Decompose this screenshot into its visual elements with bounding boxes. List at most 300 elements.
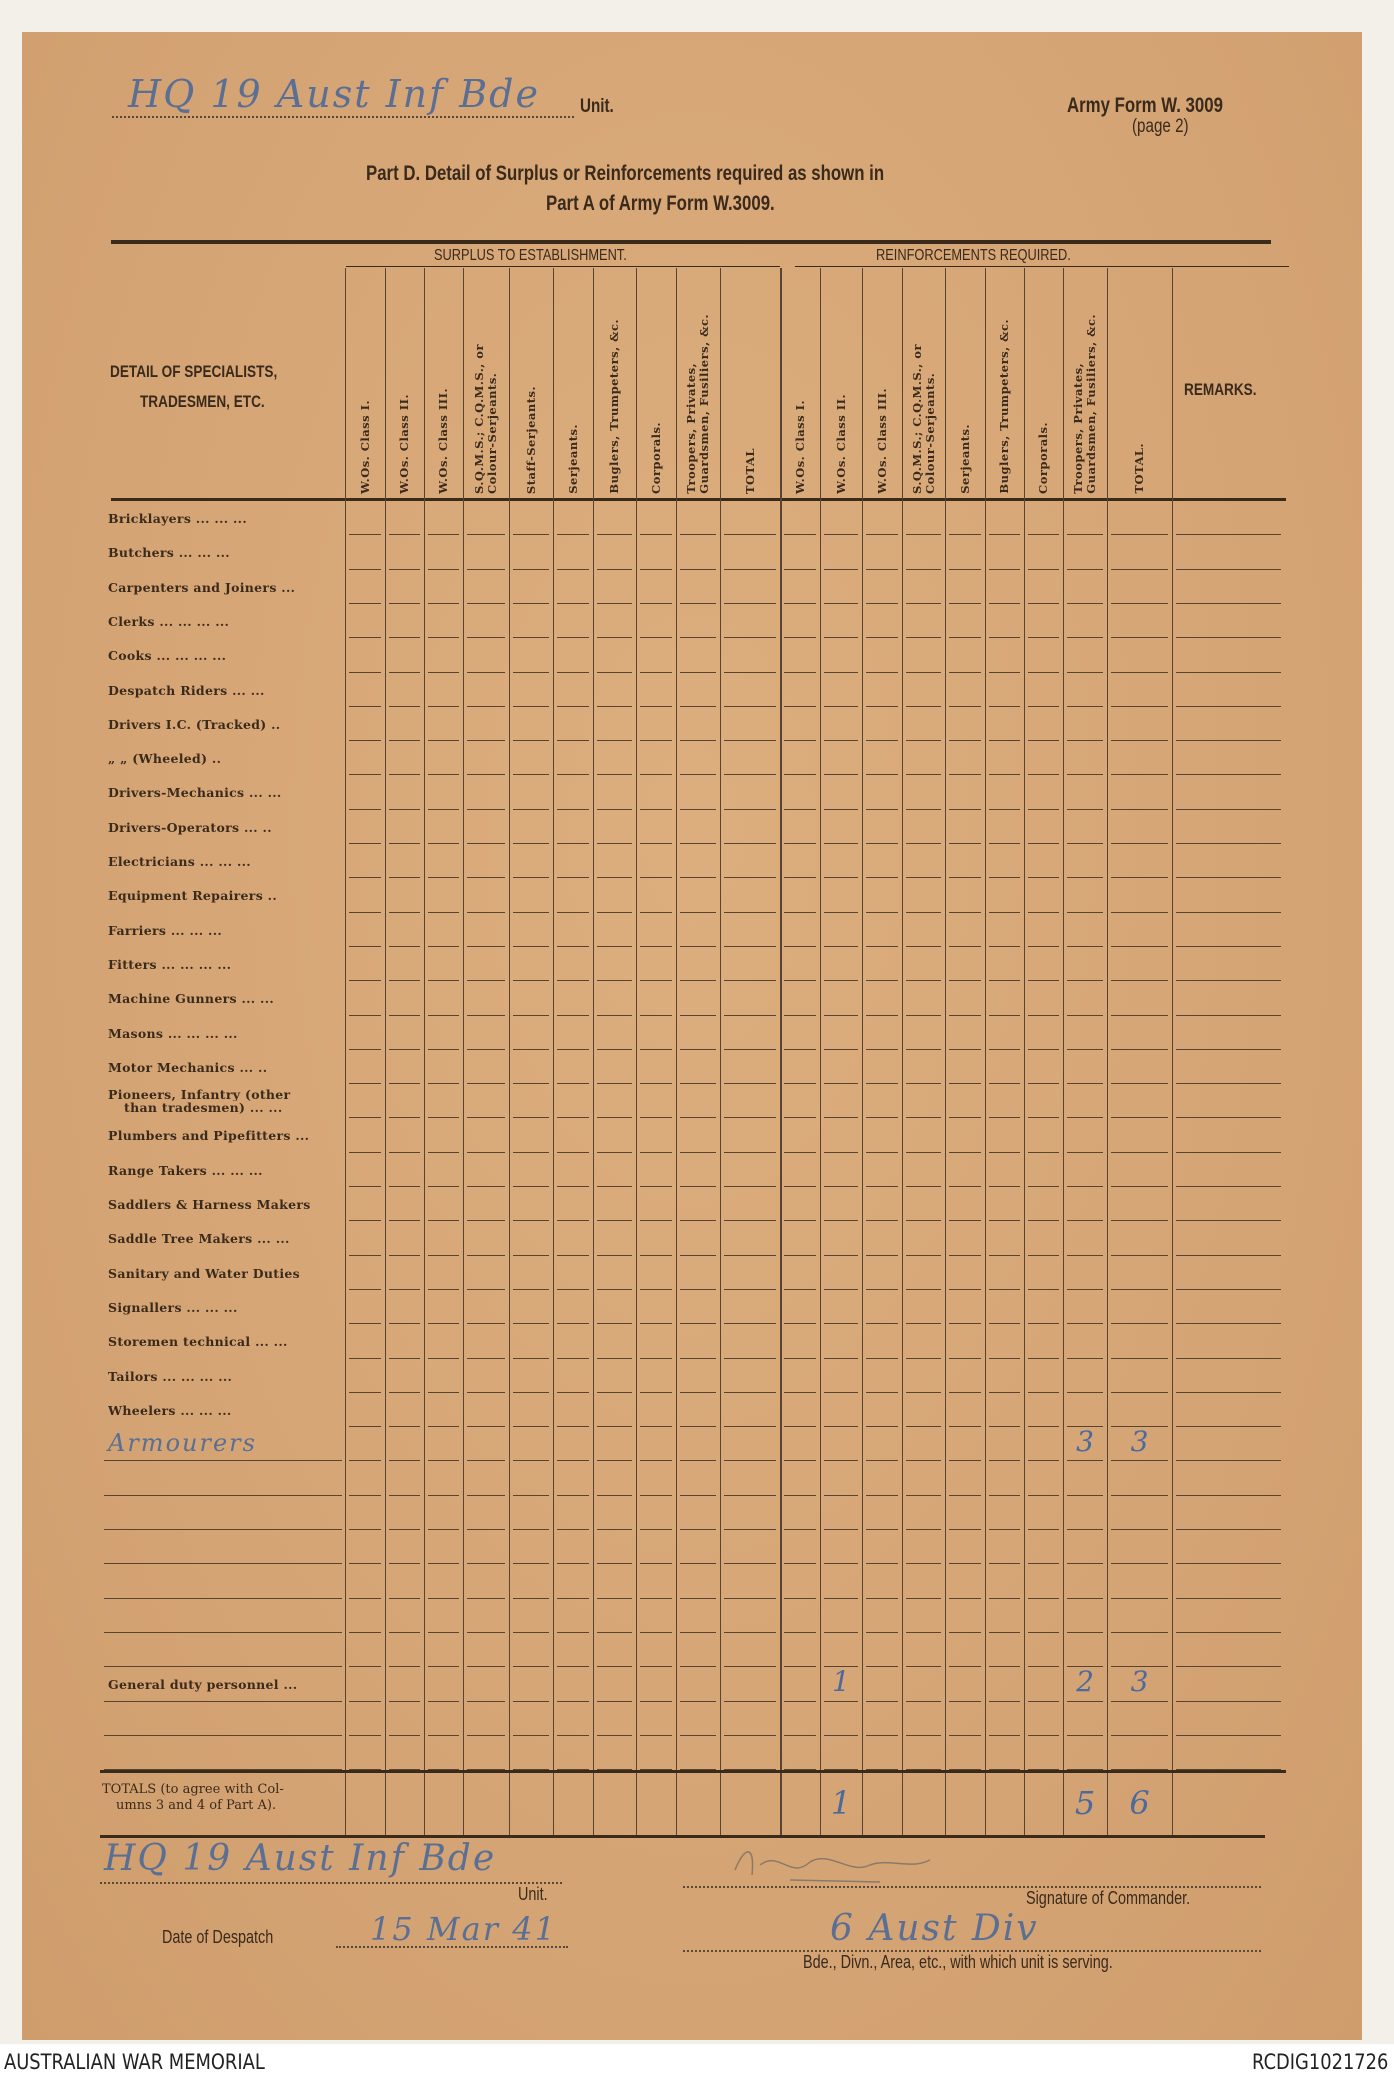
cell-rule <box>866 1186 898 1187</box>
cell-rule <box>597 603 632 604</box>
row-label: Signallers ... ... ... <box>108 1299 238 1315</box>
cell-rule <box>557 1495 589 1496</box>
row-label: Pioneers, Infantry (other <box>108 1088 291 1102</box>
row-label-continued: than tradesmen) ... ... <box>124 1101 283 1115</box>
cell-rule <box>1176 1460 1281 1461</box>
cell-rule <box>680 809 716 810</box>
cell-rule <box>467 1426 505 1427</box>
cell-rule <box>1111 1015 1168 1016</box>
cell-rule <box>467 1049 505 1050</box>
cell-rule <box>557 1152 589 1153</box>
cell-rule <box>989 774 1020 775</box>
cell-rule <box>724 1289 776 1290</box>
cell-rule <box>467 1358 505 1359</box>
cell-rule <box>724 1632 776 1633</box>
cell-rule <box>1111 534 1168 535</box>
cell-rule <box>557 1666 589 1667</box>
reinforcement-column-header <box>1024 272 1063 494</box>
cell-rule <box>784 774 816 775</box>
cell-rule <box>597 1117 632 1118</box>
cell-rule <box>467 1495 505 1496</box>
cell-rule <box>467 1323 505 1324</box>
cell-rule <box>1028 1152 1059 1153</box>
cell-rule <box>1028 1015 1059 1016</box>
cell-rule <box>640 740 672 741</box>
column-divider <box>720 268 721 1835</box>
cell-rule <box>1067 603 1103 604</box>
cell-rule <box>513 569 549 570</box>
cell-rule <box>557 672 589 673</box>
cell-rule <box>784 1666 816 1667</box>
cell-rule <box>784 1152 816 1153</box>
cell-rule <box>824 1598 858 1599</box>
cell-rule <box>467 1666 505 1667</box>
cell-rule <box>906 1220 941 1221</box>
cell-rule <box>866 1220 898 1221</box>
cell-rule <box>1111 1117 1168 1118</box>
cell-rule <box>389 1460 420 1461</box>
cell-rule <box>784 637 816 638</box>
cell-rule <box>513 843 549 844</box>
cell-rule <box>1111 809 1168 810</box>
cell-rule <box>866 1323 898 1324</box>
cell-rule <box>1028 706 1059 707</box>
cell-rule <box>824 569 858 570</box>
cell-rule <box>680 1117 716 1118</box>
cell-rule <box>949 1220 981 1221</box>
cell-rule <box>906 706 941 707</box>
cell-rule <box>866 1563 898 1564</box>
cell-rule <box>949 1323 981 1324</box>
row-label: Masons ... ... ... ... <box>108 1025 238 1041</box>
cell-rule <box>389 1220 420 1221</box>
surplus-column-header <box>720 272 780 494</box>
cell-rule <box>597 877 632 878</box>
cell-rule <box>428 1666 459 1667</box>
cell-rule <box>467 1117 505 1118</box>
cell-rule <box>640 1529 672 1530</box>
cell-rule <box>824 740 858 741</box>
cell-rule <box>949 569 981 570</box>
cell-rule <box>349 1255 381 1256</box>
cell-rule <box>513 1220 549 1221</box>
cell-rule <box>989 809 1020 810</box>
cell-rule <box>428 980 459 981</box>
cell-rule <box>349 1289 381 1290</box>
cell-rule <box>1176 706 1281 707</box>
cell-rule <box>349 980 381 981</box>
cell-rule <box>824 706 858 707</box>
row-label: „ „ (Wheeled) .. <box>108 751 222 767</box>
cell-rule <box>680 980 716 981</box>
cell-rule <box>680 1632 716 1633</box>
cell-rule <box>1028 1049 1059 1050</box>
cell-rule <box>389 706 420 707</box>
cell-rule <box>784 1735 816 1736</box>
cell-rule <box>724 1117 776 1118</box>
cell-rule <box>906 1563 941 1564</box>
cell-rule <box>784 1289 816 1290</box>
cell-rule <box>428 1323 459 1324</box>
surplus-column-header <box>676 272 720 494</box>
reinforcement-column-header <box>1107 272 1172 494</box>
cell-rule <box>640 1255 672 1256</box>
cell-rule <box>640 1426 672 1427</box>
cell-rule <box>824 809 858 810</box>
cell-rule <box>640 1632 672 1633</box>
cell-rule <box>1028 946 1059 947</box>
cell-rule <box>724 706 776 707</box>
cell-rule <box>640 672 672 673</box>
cell-rule <box>989 1152 1020 1153</box>
row-label: Farriers ... ... ... <box>108 922 223 938</box>
cell-rule <box>949 1152 981 1153</box>
surplus-column-header <box>593 272 636 494</box>
cell-rule <box>428 1495 459 1496</box>
cell-rule <box>1067 1255 1103 1256</box>
row-label: Plumbers and Pipefitters ... <box>108 1128 310 1144</box>
cell-rule <box>989 1426 1020 1427</box>
reinforcement-column-header <box>985 272 1024 494</box>
cell-rule <box>866 1701 898 1702</box>
cell-rule <box>389 1049 420 1050</box>
cell-rule <box>680 1735 716 1736</box>
cell-rule <box>597 1255 632 1256</box>
cell-rule <box>349 1529 381 1530</box>
cell-rule <box>389 569 420 570</box>
cell-rule <box>824 877 858 878</box>
cell-rule <box>1028 740 1059 741</box>
cell-rule <box>1176 1049 1281 1050</box>
cell-rule <box>949 1049 981 1050</box>
cell-rule <box>467 1083 505 1084</box>
unit-handwritten: HQ 19 Aust Inf Bde <box>128 72 540 116</box>
title-line-2: Part A of Army Form W.3009. <box>546 192 775 215</box>
cell-rule <box>1176 774 1281 775</box>
cell-rule <box>680 534 716 535</box>
cell-rule <box>467 603 505 604</box>
cell-rule <box>1028 1495 1059 1496</box>
cell-rule <box>513 1358 549 1359</box>
cell-rule <box>724 1598 776 1599</box>
cell-rule <box>597 1152 632 1153</box>
cell-rule <box>784 672 816 673</box>
formation-label: Bde., Divn., Area, etc., with which unit is serving. <box>803 1952 1113 1972</box>
cell-rule <box>989 1117 1020 1118</box>
cell-rule <box>557 740 589 741</box>
cell-rule <box>1067 1323 1103 1324</box>
cell-rule <box>428 1083 459 1084</box>
cell-rule <box>1111 1495 1168 1496</box>
cell-rule <box>349 809 381 810</box>
cell-rule <box>866 843 898 844</box>
column-divider <box>424 268 425 1835</box>
cell-rule <box>389 980 420 981</box>
cell-rule <box>784 1015 816 1016</box>
cell-rule <box>906 637 941 638</box>
cell-rule <box>349 1563 381 1564</box>
cell-rule <box>906 1152 941 1153</box>
cell-rule <box>1111 569 1168 570</box>
cell-rule <box>467 672 505 673</box>
column-divider <box>862 268 863 1835</box>
cell-rule <box>389 1117 420 1118</box>
cell-rule <box>824 1426 858 1427</box>
formation-handwritten: 6 Aust Div <box>830 1908 1039 1949</box>
cell-rule <box>866 1632 898 1633</box>
column-divider <box>1107 268 1108 1835</box>
cell-rule <box>906 1358 941 1359</box>
cell-rule <box>949 1255 981 1256</box>
cell-rule <box>513 1323 549 1324</box>
totals-top-rule <box>100 1770 1286 1773</box>
cell-rule <box>989 1735 1020 1736</box>
cell-rule <box>1111 877 1168 878</box>
cell-rule <box>866 672 898 673</box>
cell-rule <box>640 1495 672 1496</box>
cell-rule <box>1176 1392 1281 1393</box>
cell-rule <box>640 877 672 878</box>
cell-rule <box>349 877 381 878</box>
cell-rule <box>557 980 589 981</box>
cell-rule <box>1067 1529 1103 1530</box>
cell-rule <box>1176 1701 1281 1702</box>
cell-rule <box>1067 1701 1103 1702</box>
cell-rule <box>557 1358 589 1359</box>
cell-rule <box>597 1735 632 1736</box>
cell-rule <box>989 1666 1020 1667</box>
cell-rule <box>597 1049 632 1050</box>
cell-rule <box>389 740 420 741</box>
cell-rule <box>557 1598 589 1599</box>
cell-rule <box>680 1529 716 1530</box>
cell-rule <box>724 1666 776 1667</box>
watermark-left: AUSTRALIAN WAR MEMORIAL <box>4 2050 265 2074</box>
cell-rule <box>824 946 858 947</box>
cell-rule <box>557 603 589 604</box>
cell-rule <box>680 1495 716 1496</box>
totals-label-line-1: TOTALS (to agree with Col- <box>102 1782 284 1798</box>
cell-rule <box>597 637 632 638</box>
cell-rule <box>428 1426 459 1427</box>
cell-rule <box>467 1255 505 1256</box>
column-divider <box>1024 268 1025 1835</box>
cell-rule <box>349 1358 381 1359</box>
cell-rule <box>557 1186 589 1187</box>
cell-rule <box>824 1392 858 1393</box>
cell-rule <box>513 603 549 604</box>
cell-rule <box>1028 637 1059 638</box>
cell-rule <box>467 774 505 775</box>
cell-rule <box>824 912 858 913</box>
row-label: Electricians ... ... ... <box>108 854 251 869</box>
cell-rule <box>906 1083 941 1084</box>
cell-rule <box>467 946 505 947</box>
cell-rule <box>349 569 381 570</box>
cell-rule <box>680 706 716 707</box>
cell-rule <box>949 1289 981 1290</box>
cell-rule <box>784 1495 816 1496</box>
cell-rule <box>1111 637 1168 638</box>
cell-rule <box>949 1392 981 1393</box>
cell-rule <box>513 1117 549 1118</box>
cell-rule <box>1028 534 1059 535</box>
cell-rule <box>557 843 589 844</box>
cell-rule <box>1176 637 1281 638</box>
cell-rule <box>680 912 716 913</box>
cell-rule <box>824 774 858 775</box>
cell-rule <box>428 1220 459 1221</box>
cell-rule <box>389 1598 420 1599</box>
cell-rule <box>513 1563 549 1564</box>
reinforcement-column-header <box>902 272 945 494</box>
cell-rule <box>784 843 816 844</box>
cell-rule <box>1067 637 1103 638</box>
cell-rule <box>906 1015 941 1016</box>
cell-rule <box>866 1460 898 1461</box>
surplus-column-label: S.Q.M.S.; C.Q.M.S., or Colour-Serjeants. <box>472 344 499 494</box>
cell-rule <box>949 1632 981 1633</box>
cell-rule <box>349 1083 381 1084</box>
cell-rule <box>824 1563 858 1564</box>
cell-rule <box>724 1049 776 1050</box>
cell-rule <box>680 1460 716 1461</box>
cell-rule <box>866 1529 898 1530</box>
cell-rule <box>640 946 672 947</box>
cell-rule <box>597 980 632 981</box>
cell-rule <box>824 843 858 844</box>
cell-rule <box>513 1015 549 1016</box>
cell-rule <box>349 774 381 775</box>
cell-rule <box>428 1289 459 1290</box>
cell-rule <box>640 1735 672 1736</box>
cell-rule <box>724 672 776 673</box>
date-label: Date of Despatch <box>162 1927 274 1947</box>
cell-rule <box>513 912 549 913</box>
cell-rule <box>1028 1735 1059 1736</box>
cell-rule <box>1111 1083 1168 1084</box>
cell-rule <box>389 877 420 878</box>
cell-rule <box>1111 1460 1168 1461</box>
column-divider <box>1063 268 1064 1835</box>
cell-rule <box>597 672 632 673</box>
cell-rule <box>1111 1735 1168 1736</box>
cell-rule <box>428 1255 459 1256</box>
cell-rule <box>349 534 381 535</box>
cell-rule <box>640 1186 672 1187</box>
column-divider <box>902 268 903 1835</box>
cell-rule <box>513 1186 549 1187</box>
cell-rule <box>866 740 898 741</box>
cell-rule <box>680 1358 716 1359</box>
cell-rule <box>1067 877 1103 878</box>
row-label: Despatch Riders ... ... <box>108 682 265 698</box>
cell-rule <box>989 1701 1020 1702</box>
cell-rule <box>1176 809 1281 810</box>
cell-rule <box>906 569 941 570</box>
cell-rule <box>1028 1529 1059 1530</box>
cell-rule <box>428 843 459 844</box>
reinforcement-column-header <box>862 272 902 494</box>
row-label: Motor Mechanics ... .. <box>108 1059 268 1075</box>
cell-rule <box>724 534 776 535</box>
cell-rule <box>640 1049 672 1050</box>
cell-rule <box>428 877 459 878</box>
cell-rule <box>467 1598 505 1599</box>
cell-rule <box>513 946 549 947</box>
cell-rule <box>1028 1289 1059 1290</box>
cell-rule <box>513 706 549 707</box>
cell-rule <box>989 912 1020 913</box>
cell-rule <box>949 1460 981 1461</box>
cell-rule <box>557 1255 589 1256</box>
cell-rule <box>349 1323 381 1324</box>
cell-rule <box>989 980 1020 981</box>
footer-unit-handwritten: HQ 19 Aust Inf Bde <box>104 1838 497 1879</box>
surplus-column-label: Corporals. <box>648 422 663 494</box>
cell-rule <box>824 637 858 638</box>
reinforcement-value: 3 <box>1130 1425 1149 1459</box>
cell-rule <box>1028 1632 1059 1633</box>
row-label: Fitters ... ... ... ... <box>108 956 232 972</box>
cell-rule <box>428 1049 459 1050</box>
cell-rule <box>1067 946 1103 947</box>
cell-rule <box>866 637 898 638</box>
cell-rule <box>1111 912 1168 913</box>
cell-rule <box>597 569 632 570</box>
cell-rule <box>389 1701 420 1702</box>
cell-rule <box>557 877 589 878</box>
column-divider <box>345 268 346 1835</box>
cell-rule <box>1028 1460 1059 1461</box>
cell-rule <box>467 1152 505 1153</box>
cell-rule <box>467 637 505 638</box>
cell-rule <box>949 1186 981 1187</box>
cell-rule <box>724 569 776 570</box>
cell-rule <box>597 1701 632 1702</box>
cell-rule <box>1067 1220 1103 1221</box>
cell-rule <box>680 1392 716 1393</box>
cell-rule <box>1028 569 1059 570</box>
cell-rule <box>1067 809 1103 810</box>
cell-rule <box>724 946 776 947</box>
unit-dotted-line <box>112 116 574 118</box>
cell-rule <box>389 1015 420 1016</box>
cell-rule <box>1111 1186 1168 1187</box>
cell-rule <box>1067 1460 1103 1461</box>
cell-rule <box>640 1701 672 1702</box>
cell-rule <box>989 1460 1020 1461</box>
cell-rule <box>1028 912 1059 913</box>
cell-rule <box>949 1495 981 1496</box>
cell-rule <box>597 1083 632 1084</box>
cell-rule <box>824 1735 858 1736</box>
unit-label: Unit. <box>580 96 614 117</box>
cell-rule <box>866 809 898 810</box>
surplus-column-header <box>424 272 463 494</box>
cell-rule <box>467 1563 505 1564</box>
cell-rule <box>389 1632 420 1633</box>
cell-rule <box>680 877 716 878</box>
cell-rule <box>1176 946 1281 947</box>
label-rule <box>104 1701 342 1702</box>
cell-rule <box>784 1563 816 1564</box>
cell-rule <box>513 1598 549 1599</box>
cell-rule <box>784 1529 816 1530</box>
cell-rule <box>989 1255 1020 1256</box>
cell-rule <box>1111 603 1168 604</box>
cell-rule <box>1028 1666 1059 1667</box>
